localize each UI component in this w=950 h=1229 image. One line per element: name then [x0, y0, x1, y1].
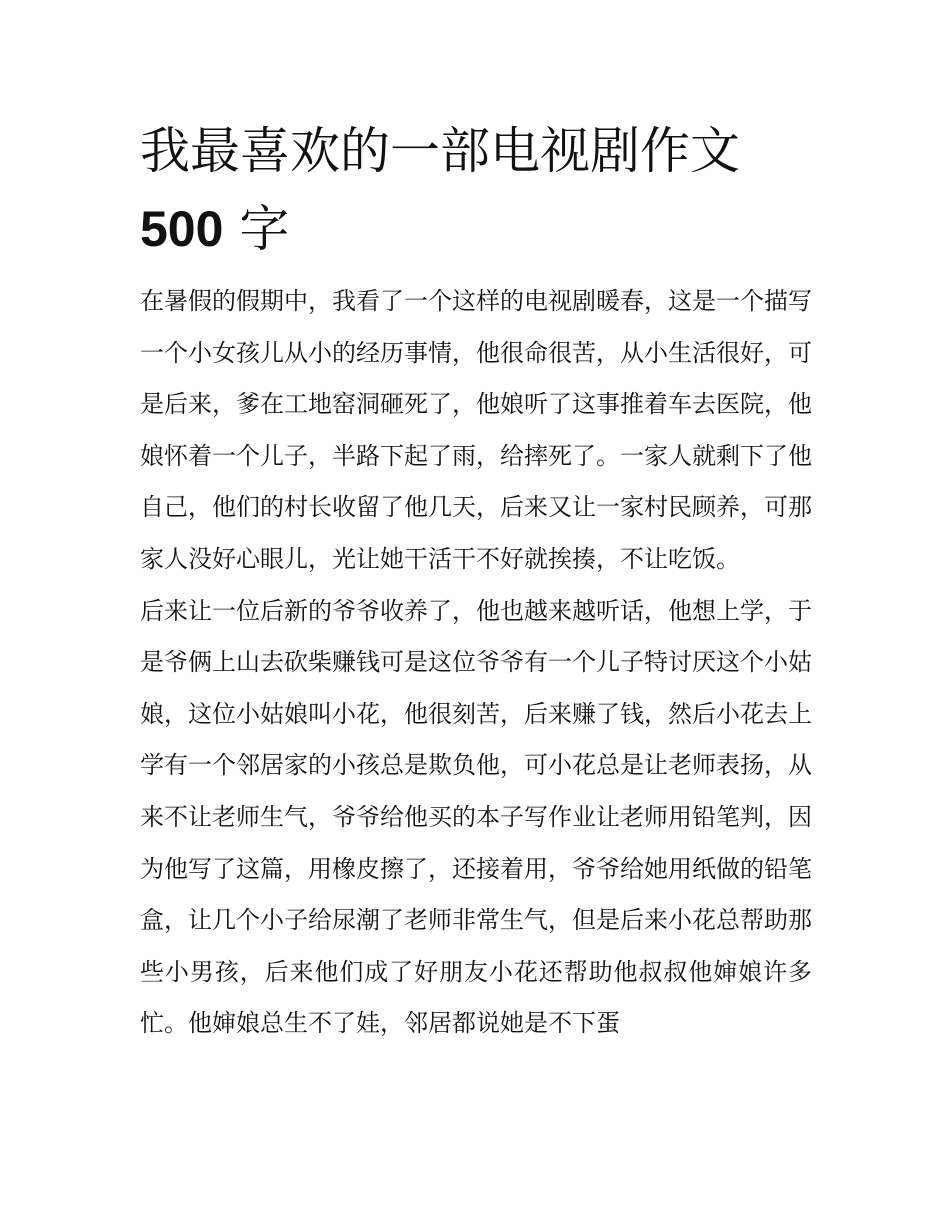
- document-body: [140, 276, 812, 1050]
- title-line-1: 我最喜欢的一部电视剧作文: [140, 122, 740, 180]
- title-number: 500: [140, 201, 224, 257]
- paragraph-2: 后来让一位后新的爷爷收养了，他也越来越听话，他想上学，于是爷俩上山去砍柴赚钱可是这位爷爷有一个儿子特讨厌这个小姑娘，这位小姑娘叫小花，他很刻苦，后来赚了钱，然后小花去上学有一个邻居家的小孩总是欺负他，可小花总是让老师表扬，从来不让老师生气，爷爷给他买的本子写作业让老师用铅笔判，因为他写了这篇，用橡皮擦了，还接着用，爷爷给她用纸做的铅笔盒，让几个小子给尿潮了老师非常生气，但是后来小花总帮助那些小男孩，后来他们成了好朋友小花还帮助他叔叔他婶娘许多忙。他婶娘总生不了娃，邻居都说她是不下蛋: [140, 596, 812, 1038]
- document-title: [140, 112, 820, 268]
- paragraph-1: 在暑假的假期中，我看了一个这样的电视剧暖春，这是一个描写一个小女孩儿从小的经历事情，他很命很苦，从小生活很好，可是后来，爹在工地窑洞砸死了，他娘听了这事推着车去医院，他娘怀着一个儿子，半路下起了雨，给摔死了。一家人就剩下了他自己，他们的村长收留了他几天，后来又让一家村民顾养，可那家人没好心眼儿，光让她干活干不好就挨揍，不让吃饭。: [140, 287, 812, 573]
- title-suffix: 字: [223, 200, 290, 258]
